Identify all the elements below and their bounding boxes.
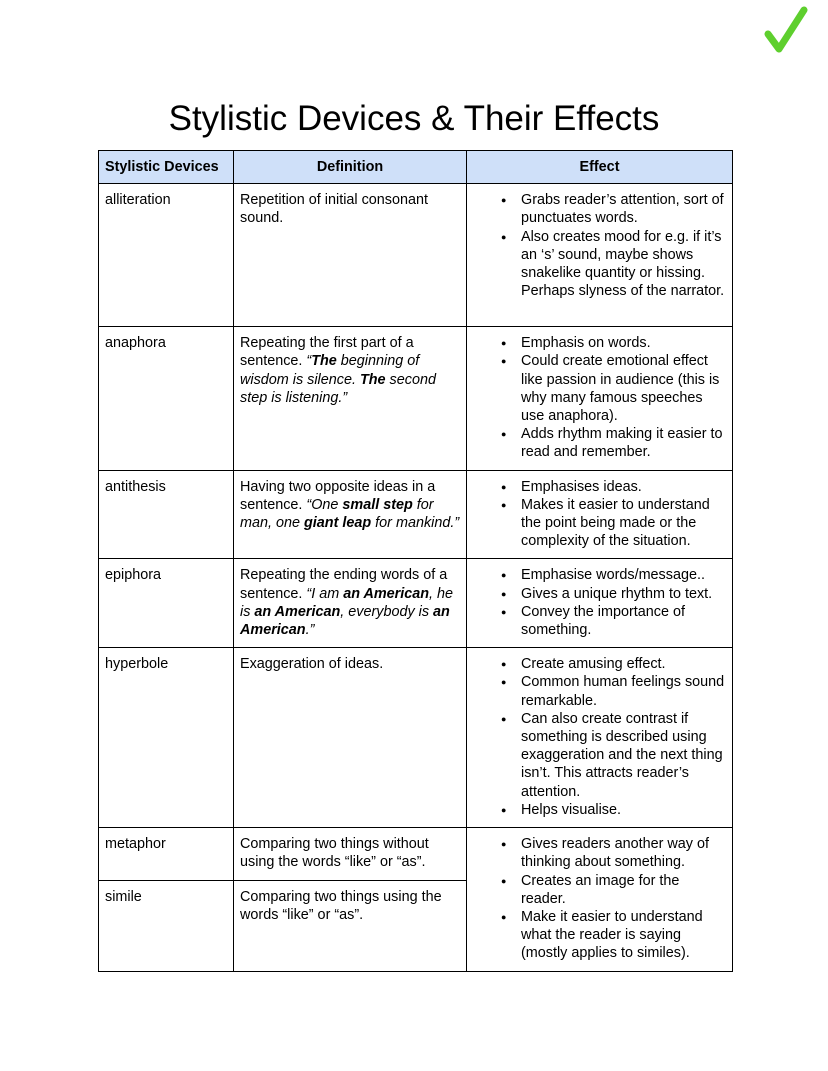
example-part: “One — [306, 496, 343, 513]
list-item: ● Grabs reader’s attention, sort of punctuates words. — [473, 191, 726, 227]
table-row — [99, 828, 733, 880]
effects-list — [473, 191, 726, 300]
example-part: , he is — [240, 585, 454, 620]
example-part: “I am — [306, 585, 344, 602]
device-effects — [467, 648, 733, 828]
device-effects — [467, 559, 733, 648]
list-item: ● Make it easier to understand what the reader is saying (mostly applies to similes). — [473, 908, 726, 963]
list-item: ● Adds rhythm making it easier to read and remember. — [473, 425, 726, 461]
device-definition — [234, 327, 467, 470]
effects-list — [473, 655, 726, 819]
example-bold-part: small step — [342, 496, 413, 513]
example-part: , everybody is — [340, 603, 434, 620]
device-effects — [467, 327, 733, 470]
effects-list — [473, 478, 726, 551]
list-item: ● Create amusing effect. — [473, 655, 726, 673]
list-item: ● Makes it easier to understand the point being made or the complexity of the situation. — [473, 496, 726, 551]
list-item: ● Also creates mood for e.g. if it’s an ‘s’ sound, maybe shows snakelike quantity or hissing. Perhaps slyness of the narrator. — [473, 228, 726, 301]
list-item: ● Emphasis on words. — [473, 334, 726, 352]
table-row — [99, 327, 733, 470]
definition-intro: Having two opposite ideas in a sentence. — [240, 478, 436, 513]
example-part: for mankind.” — [371, 515, 460, 532]
device-name: simile — [99, 880, 234, 971]
example-part: .” — [305, 622, 315, 639]
device-name: antithesis — [99, 470, 234, 559]
list-item: ● Gives readers another way of thinking about something. — [473, 835, 726, 871]
device-definition — [234, 559, 467, 648]
device-definition: Exaggeration of ideas. — [234, 648, 467, 828]
effects-list — [473, 835, 726, 962]
example-bold-part: an American — [240, 603, 450, 639]
header-definition: Definition — [234, 151, 467, 184]
table-row — [99, 648, 733, 828]
device-name: metaphor — [99, 828, 234, 880]
list-item: ● Gives a unique rhythm to text. — [473, 585, 726, 603]
stylistic-devices-table — [98, 150, 733, 972]
example-bold-part: giant leap — [304, 515, 372, 532]
list-item: ● Emphasise words/message.. — [473, 566, 726, 584]
header-stylistic-devices: Stylistic Devices — [99, 151, 234, 184]
device-definition: Comparing two things without using the words “like” or “as”. — [234, 828, 467, 880]
list-item: ● Could create emotional effect like passion in audience (this is why many famous speeches use anaphora). — [473, 352, 726, 425]
list-item: ● Can also create contrast if something is described using exaggeration and the next thing isn’t. This attracts reader’s attention. — [473, 710, 726, 801]
device-effects — [467, 828, 733, 971]
example-bold-part: The — [311, 353, 337, 370]
device-name: epiphora — [99, 559, 234, 648]
device-definition — [234, 470, 467, 559]
list-item: ● Creates an image for the reader. — [473, 872, 726, 908]
example-bold-part: The — [359, 371, 386, 388]
device-name: alliteration — [99, 184, 234, 327]
list-item: ● Emphasises ideas. — [473, 478, 726, 496]
device-effects — [467, 184, 733, 327]
definition-intro: Repeating the first part of a sentence. — [240, 335, 414, 370]
checkmark-icon — [764, 6, 808, 54]
table-row — [99, 470, 733, 559]
example-part: “ — [306, 353, 312, 370]
device-definition: Comparing two things using the words “like” or “as”. — [234, 880, 467, 971]
device-effects — [467, 470, 733, 559]
page-title: Stylistic Devices & Their Effects — [168, 99, 660, 138]
example-part: for man, one — [240, 496, 434, 532]
list-item: ● Helps visualise. — [473, 801, 726, 819]
device-name: anaphora — [99, 327, 234, 470]
table-row — [99, 184, 733, 327]
table-header-row — [99, 151, 733, 184]
list-item: ● Convey the importance of something. — [473, 603, 726, 639]
example-part: beginning of wisdom is silence. — [240, 353, 420, 388]
example-bold-part: an American — [343, 585, 430, 602]
table-row — [99, 559, 733, 648]
device-name: hyperbole — [99, 648, 234, 828]
definition-intro: Repeating the ending words of a sentence. — [240, 567, 448, 602]
list-item: ● Common human feelings sound remarkable. — [473, 673, 726, 709]
header-effect: Effect — [467, 151, 733, 184]
example-bold-part: an American — [254, 603, 341, 620]
device-definition: Repetition of initial consonant sound. — [234, 184, 467, 327]
effects-list — [473, 334, 726, 461]
effects-list — [473, 566, 726, 639]
example-part: second step is listening.” — [240, 371, 436, 406]
